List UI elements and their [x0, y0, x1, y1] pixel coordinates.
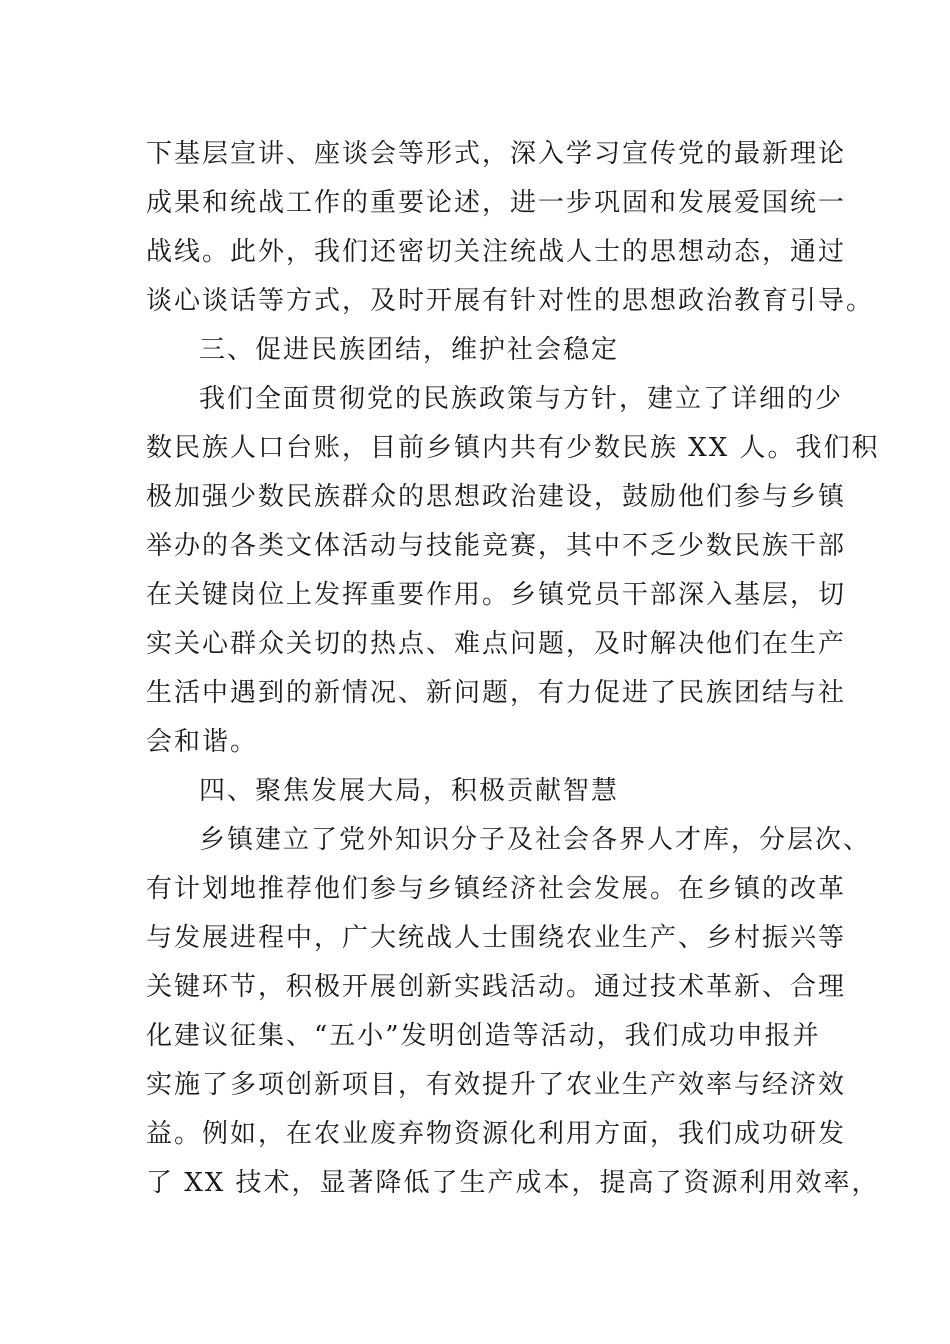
body-text-line: 在关键岗位上发挥重要作用。乡镇党员干部深入基层，切 [146, 580, 847, 610]
body-text-line: 实施了多项创新项目，有效提升了农业生产效率与经济效 [146, 1070, 847, 1100]
body-text-line: 了 XX 技术，显著降低了生产成本，提高了资源利用效率， [146, 1168, 880, 1198]
body-text-line: 生活中遇到的新情况、新问题，有力促进了民族团结与社 [146, 678, 847, 708]
body-text-line: 数民族人口台账，目前乡镇内共有少数民族 XX 人。我们积 [146, 433, 880, 463]
body-text-line: 化建议征集、“五小”发明创造等活动，我们成功申报并 [146, 1021, 821, 1051]
body-text-line: 谈心谈话等方式，及时开展有针对性的思想政治教育引导。 [146, 286, 875, 316]
body-text-line: 成果和统战工作的重要论述，进一步巩固和发展爱国统一 [146, 188, 847, 218]
paragraph-start-line: 乡镇建立了党外知识分子及社会各界人才库，分层次、 [199, 825, 872, 855]
body-text-line: 会和谐。 [146, 727, 259, 757]
body-text-line: 实关心群众关切的热点、难点问题，及时解决他们在生产 [146, 629, 847, 659]
document-body [146, 130, 880, 1208]
body-text-line: 极加强少数民族群众的思想政治建设，鼓励他们参与乡镇 [146, 482, 847, 512]
paragraph-start-line: 我们全面贯彻党的民族政策与方针，建立了详细的少 [199, 384, 844, 414]
section-heading-4: 四、聚焦发展大局，积极贡献智慧 [199, 776, 620, 806]
body-text-line: 战线。此外，我们还密切关注统战人士的思想动态，通过 [146, 237, 847, 267]
body-text-line: 有计划地推荐他们参与乡镇经济社会发展。在乡镇的改革 [146, 874, 847, 904]
body-text-line: 与发展进程中，广大统战人士围绕农业生产、乡村振兴等 [146, 923, 847, 953]
body-text-line: 下基层宣讲、座谈会等形式，深入学习宣传党的最新理论 [146, 139, 847, 169]
body-text-line: 关键环节，积极开展创新实践活动。通过技术革新、合理 [146, 972, 847, 1002]
body-text-line: 举办的各类文体活动与技能竞赛，其中不乏少数民族干部 [146, 531, 847, 561]
section-heading-3: 三、促进民族团结，维护社会稳定 [199, 335, 620, 365]
body-text-line: 益。例如，在农业废弃物资源化利用方面，我们成功研发 [146, 1119, 847, 1149]
